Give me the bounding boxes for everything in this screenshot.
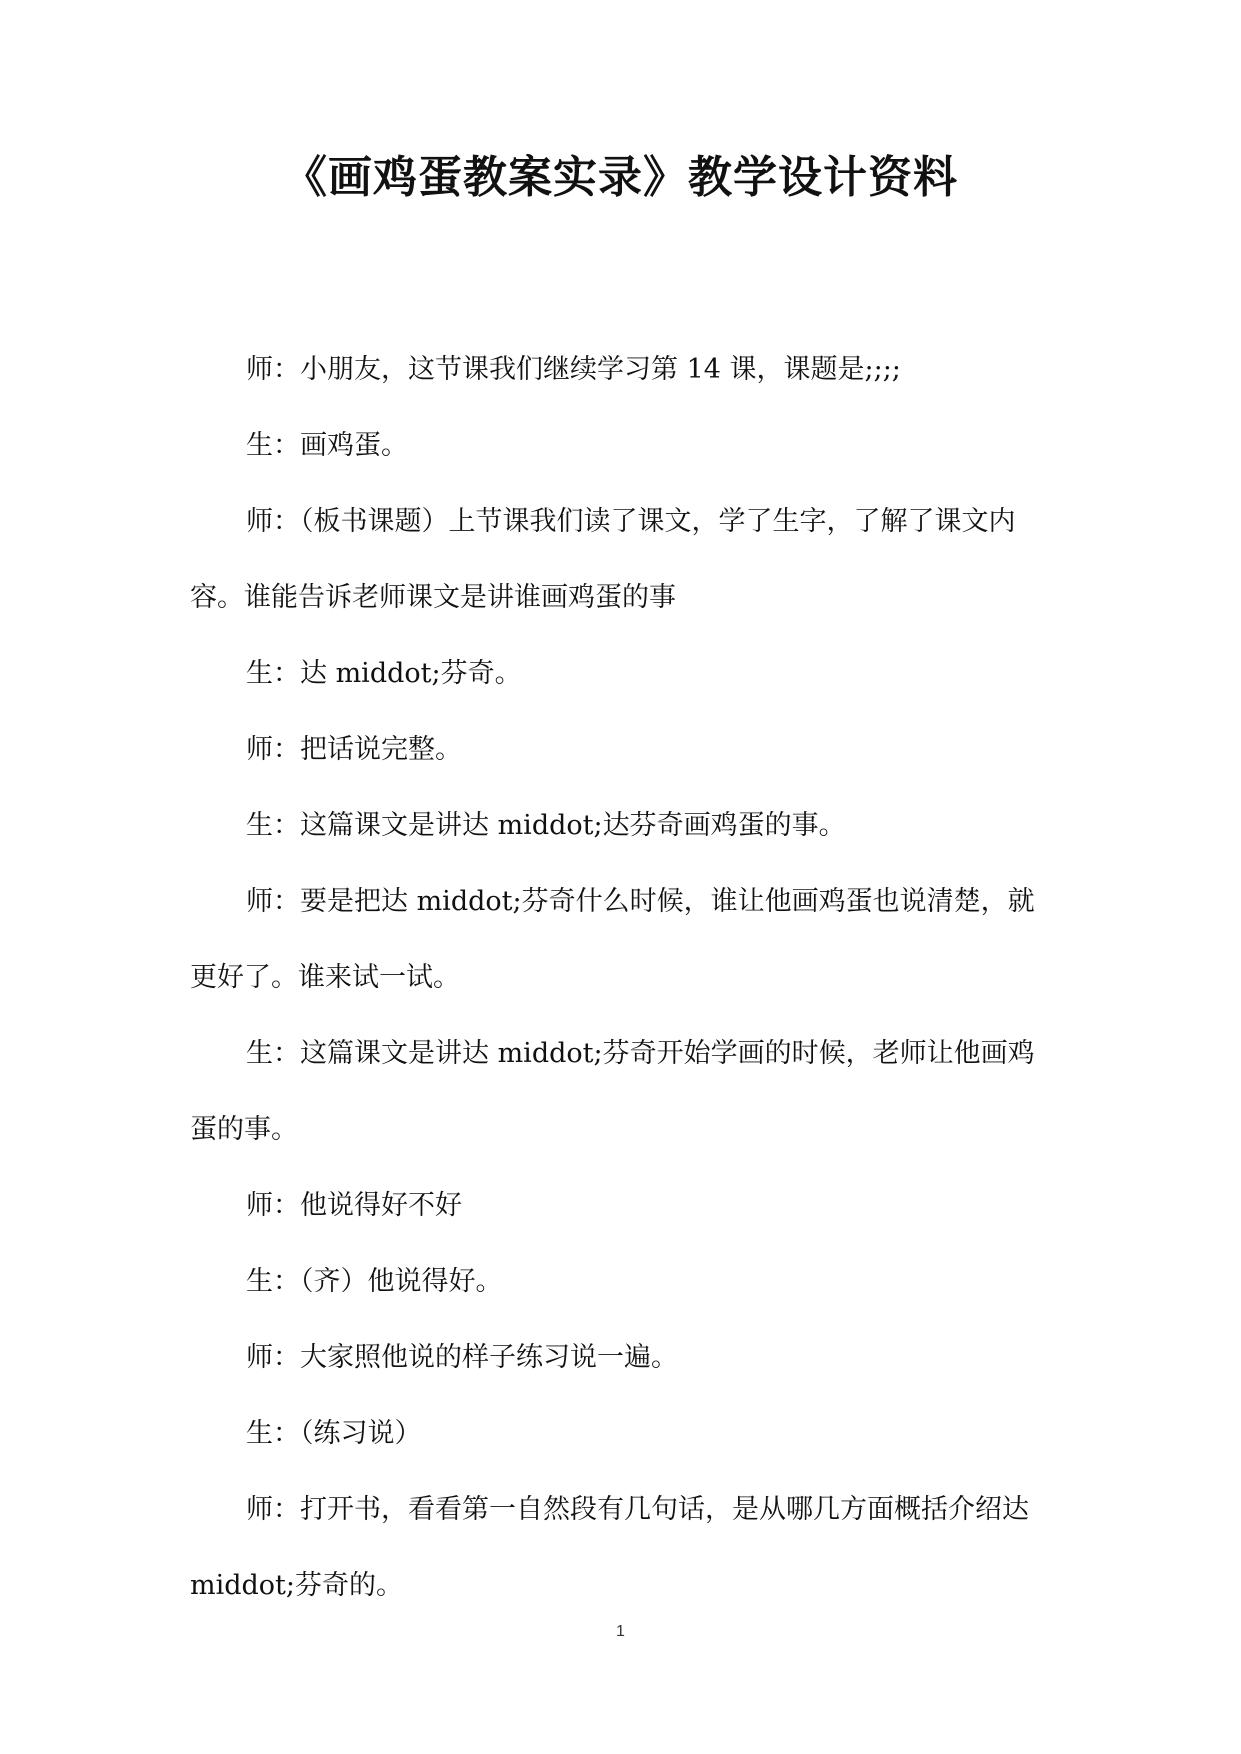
paragraph: 生：（练习说） (246, 1418, 422, 1449)
paragraph: 生：达 middot;芬奇。 (246, 658, 522, 689)
paragraph: 生：画鸡蛋。 (246, 430, 408, 461)
paragraph: 生：这篇课文是讲达 middot;芬奇开始学画的时候，老师让他画鸡蛋的事。 (190, 1038, 1035, 1145)
paragraph: 师：小朋友，这节课我们继续学习第 14 课，课题是;;;; (246, 354, 901, 385)
paragraph: 生：（齐）他说得好。 (246, 1266, 503, 1297)
paragraph: 师：（板书课题）上节课我们读了课文，学了生字，了解了课文内容。谁能告诉老师课文是讲谁画鸡蛋的事 (190, 506, 1016, 613)
paragraph: 师：大家照他说的样子练习说一遍。 (246, 1342, 678, 1373)
document-title: 《画鸡蛋教案实录》教学设计资料 (283, 152, 958, 203)
page-number: 1 (616, 1623, 625, 1640)
paragraph: 师：要是把达 middot;芬奇什么时候，谁让他画鸡蛋也说清楚，就更好了。谁来试一试。 (190, 886, 1035, 993)
paragraph: 师：打开书，看看第一自然段有几句话，是从哪几方面概括介绍达 middot;芬奇的。 (190, 1494, 1029, 1601)
document-body (190, 332, 1060, 1624)
paragraph: 师：他说得好不好 (246, 1190, 462, 1221)
paragraph: 生：这篇课文是讲达 middot;达芬奇画鸡蛋的事。 (246, 810, 846, 841)
paragraph: 师：把话说完整。 (246, 734, 462, 765)
